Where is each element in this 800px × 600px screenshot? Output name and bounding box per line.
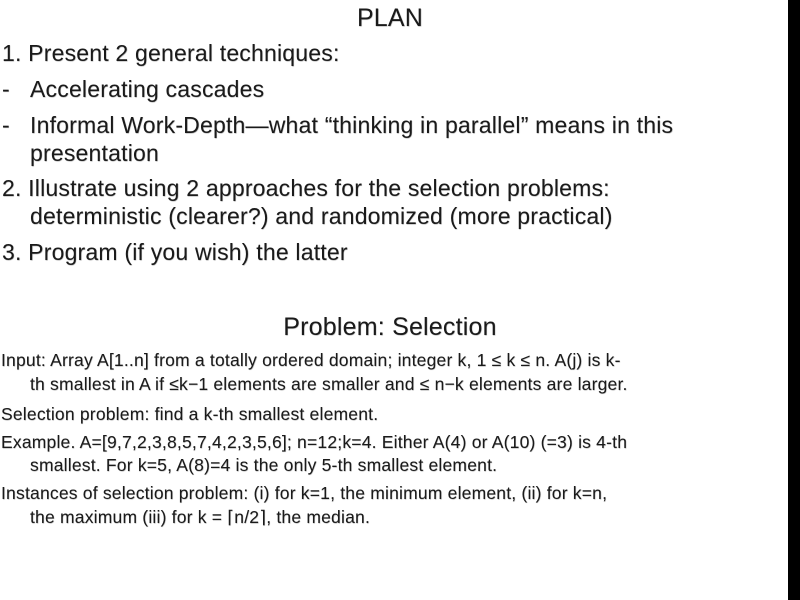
screen-edge [788, 0, 800, 600]
selection-instances-cont: the maximum (iii) for k = ⌈n/2⌉, the median. [30, 507, 371, 527]
plan-item-3: 3. Program (if you wish) the latter [2, 239, 348, 265]
selection-title: Problem: Selection [283, 313, 497, 341]
plan-subitem-accelerating-cascades: Accelerating cascades [30, 76, 265, 102]
selection-input: Input: Array A[1..n] from a totally ordered domain; integer k, 1 ≤ k ≤ n. A(j) is k- [1, 350, 621, 370]
plan-subitem-work-depth: Informal Work-Depth—what “thinking in parallel” means in this [30, 112, 674, 138]
selection-example-cont: smallest. For k=5, A(8)=4 is the only 5-th smallest element. [30, 455, 498, 475]
plan-dash-2: - [2, 112, 10, 138]
plan-item-2-cont: deterministic (clearer?) and randomized (more practical) [30, 203, 613, 229]
selection-instances: Instances of selection problem: (i) for k=1, the minimum element, (ii) for k=n, [1, 483, 608, 503]
plan-item-2: 2. Illustrate using 2 approaches for the selection problems: [2, 175, 610, 201]
plan-subitem-work-depth-cont: presentation [30, 140, 159, 166]
selection-problem: Selection problem: find a k-th smallest element. [1, 404, 379, 424]
plan-dash-1: - [2, 76, 10, 102]
plan-item-1: 1. Present 2 general techniques: [2, 40, 340, 66]
selection-example: Example. A=[9,7,2,3,8,5,7,4,2,3,5,6]; n=12;k=4. Either A(4) or A(10) (=3) is 4-th [1, 432, 628, 452]
plan-title: PLAN [356, 4, 424, 32]
selection-input-cont: th smallest in A if ≤k−1 elements are smaller and ≤ n−k elements are larger. [30, 374, 628, 394]
